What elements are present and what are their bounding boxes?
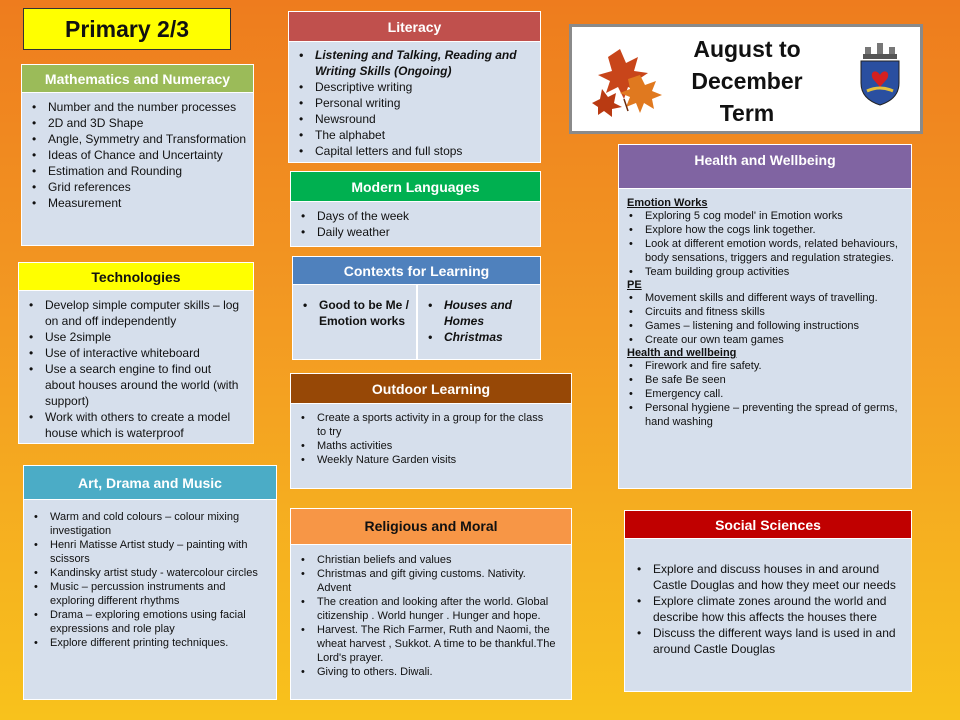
- list-item: • Explore and discuss houses in and around Castle Douglas and how they meet our needs: [653, 561, 901, 593]
- list-item: • Newsround: [315, 111, 532, 127]
- list-item: • Christian beliefs and values: [317, 553, 561, 567]
- term-line-1: August to: [693, 36, 801, 62]
- mathematics-header: Mathematics and Numeracy: [22, 65, 253, 93]
- languages-header: Modern Languages: [291, 172, 540, 202]
- emotion-works-list: [627, 209, 903, 279]
- art-list: [24, 500, 276, 650]
- list-item: • Music – percussion instruments and exploring different rhythms: [50, 580, 268, 608]
- list-item: • Angle, Symmetry and Transformation: [48, 131, 253, 147]
- languages-list: [291, 202, 540, 240]
- list-item: • Personal writing: [315, 95, 532, 111]
- list-item: • Develop simple computer skills – log on and off independently: [45, 297, 243, 329]
- list-item: • Houses and Homes: [444, 297, 536, 329]
- list-item: • Use a search engine to find out about houses around the world (with support): [45, 361, 243, 409]
- list-item: • Be safe Be seen: [645, 373, 903, 387]
- list-item: • Drama – exploring emotions using facial expressions and role play: [50, 608, 268, 636]
- list-item: • Work with others to create a model house which is waterproof: [45, 409, 243, 441]
- term-panel: [569, 24, 923, 134]
- list-item: • Discuss the different ways land is used in and around Castle Douglas: [653, 625, 901, 657]
- contexts-right-cell: [418, 285, 541, 360]
- list-item: • Grid references: [48, 179, 253, 195]
- contexts-header: Contexts for Learning: [293, 257, 540, 285]
- list-item: • Listening and Talking, Reading and Writing Skills (Ongoing): [315, 47, 532, 79]
- list-item: • Harvest. The Rich Farmer, Ruth and Naomi, the wheat harvest , Sukkot. A time to be thankful.The Lord's prayer.: [317, 623, 561, 665]
- town-crest-icon: [855, 41, 905, 107]
- contexts-left-list: [293, 285, 416, 329]
- languages-panel: [290, 171, 541, 247]
- list-item: • Christmas and gift giving customs. Nativity. Advent: [317, 567, 561, 595]
- literacy-header: Literacy: [289, 12, 540, 42]
- technologies-panel: [18, 262, 254, 444]
- list-item: • Maths activities: [317, 439, 555, 453]
- technologies-list: [19, 291, 253, 441]
- list-item: • Measurement: [48, 195, 253, 211]
- list-item: • Warm and cold colours – colour mixing investigation: [50, 510, 268, 538]
- autumn-leaves-icon: [590, 41, 665, 121]
- outdoor-header: Outdoor Learning: [291, 374, 571, 404]
- list-item: • Create a sports activity in a group for the class to try: [317, 411, 555, 439]
- list-item: • Use 2simple: [45, 329, 243, 345]
- religious-panel: [290, 508, 572, 700]
- list-item: • Movement skills and different ways of travelling.: [645, 291, 903, 305]
- list-item: • Descriptive writing: [315, 79, 532, 95]
- list-item: • Look at different emotion words, related behaviours, body sensations, triggers and regulation strategies.: [645, 237, 903, 265]
- list-item: • Create our own team games: [645, 333, 903, 347]
- literacy-list: [289, 42, 540, 159]
- social-list: [625, 539, 911, 657]
- outdoor-list: [291, 404, 571, 467]
- list-item: • The creation and looking after the world. Global citizenship . World hunger . Hunger and hope.: [317, 595, 561, 623]
- list-item: • Christmas: [444, 329, 536, 345]
- list-item: • Estimation and Rounding: [48, 163, 253, 179]
- literacy-panel: [288, 11, 541, 163]
- mathematics-panel: [21, 64, 254, 246]
- list-item: • Days of the week: [317, 208, 540, 224]
- pe-list: [627, 291, 903, 347]
- list-item: • Ideas of Chance and Uncertainty: [48, 147, 253, 163]
- art-header: Art, Drama and Music: [24, 466, 276, 500]
- list-item: • 2D and 3D Shape: [48, 115, 253, 131]
- health-header: Health and Wellbeing: [619, 145, 911, 189]
- list-item: • Firework and fire safety.: [645, 359, 903, 373]
- religious-list: [291, 545, 571, 679]
- mathematics-list: [22, 93, 253, 211]
- list-item: • Good to be Me / Emotion works: [319, 297, 412, 329]
- social-panel: [624, 510, 912, 692]
- health-wellbeing-heading: Health and wellbeing: [627, 347, 737, 359]
- list-item: • The alphabet: [315, 127, 532, 143]
- list-item: • Explore how the cogs link together.: [645, 223, 903, 237]
- list-item: • Henri Matisse Artist study – painting with scissors: [50, 538, 268, 566]
- contexts-panel: [292, 256, 541, 360]
- emotion-works-heading: Emotion Works: [627, 197, 708, 209]
- list-item: • Explore climate zones around the world and describe how this affects the houses there: [653, 593, 901, 625]
- term-title: [662, 33, 832, 129]
- list-item: • Games – listening and following instructions: [645, 319, 903, 333]
- term-line-2: December: [691, 68, 803, 94]
- contexts-right-list: [418, 285, 541, 345]
- list-item: • Weekly Nature Garden visits: [317, 453, 555, 467]
- list-item: • Explore different printing techniques.: [50, 636, 268, 650]
- health-panel: [618, 144, 912, 489]
- health-content: [619, 189, 911, 429]
- social-header: Social Sciences: [625, 511, 911, 539]
- list-item: • Personal hygiene – preventing the spread of germs, hand washing: [645, 401, 903, 429]
- list-item: • Team building group activities: [645, 265, 903, 279]
- list-item: • Giving to others. Diwali.: [317, 665, 561, 679]
- religious-header: Religious and Moral: [291, 509, 571, 545]
- list-item: • Capital letters and full stops: [315, 143, 532, 159]
- list-item: • Daily weather: [317, 224, 540, 240]
- list-item: • Circuits and fitness skills: [645, 305, 903, 319]
- list-item: • Use of interactive whiteboard: [45, 345, 243, 361]
- pe-heading: PE: [627, 279, 642, 291]
- list-item: • Emergency call.: [645, 387, 903, 401]
- list-item: • Number and the number processes: [48, 99, 253, 115]
- page-title: Primary 2/3: [23, 8, 231, 50]
- art-panel: [23, 465, 277, 700]
- list-item: • Exploring 5 cog model' in Emotion works: [645, 209, 903, 223]
- technologies-header: Technologies: [19, 263, 253, 291]
- term-line-3: Term: [719, 100, 775, 126]
- list-item: • Kandinsky artist study - watercolour circles: [50, 566, 268, 580]
- health-wellbeing-list: [627, 359, 903, 429]
- contexts-left-cell: [293, 285, 417, 360]
- outdoor-panel: [290, 373, 572, 489]
